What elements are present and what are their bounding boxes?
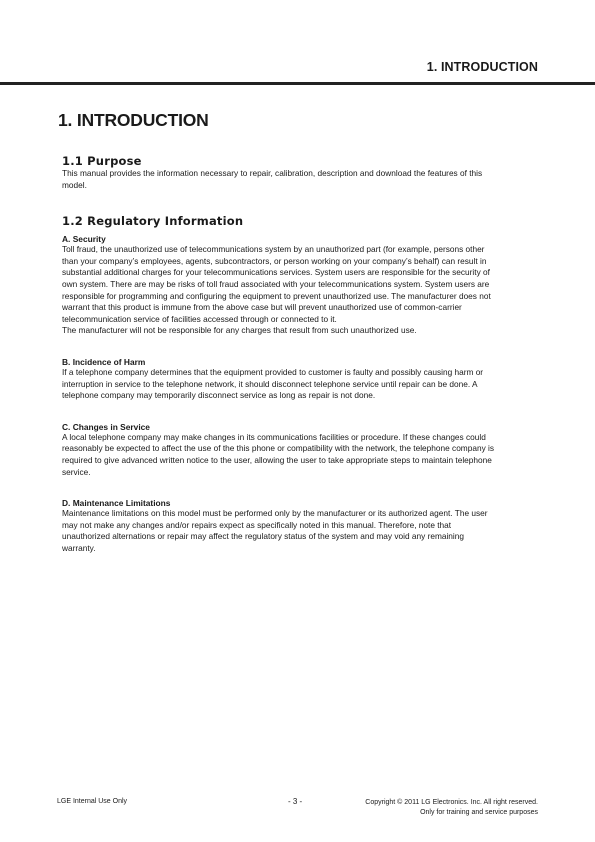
header-divider (0, 82, 595, 85)
maintenance-paragraph: Maintenance limitations on this model must be performed only by the manufacturer or its authorized agent. The user may not make any changes and/or repairs expect as specifically noted in this manual. Therefore, note that unauthorized alternations or repair may affect the regulatory status of the system and may void any remaining warranty. (62, 508, 488, 553)
security-liability-paragraph: The manufacturer will not be responsible for any charges that result from such unauthorized use. (62, 325, 417, 336)
subheading-maintenance-limitations: D. Maintenance Limitations (62, 498, 171, 509)
footer-copyright (365, 798, 538, 818)
subheading-changes-in-service: C. Changes in Service (62, 421, 150, 432)
chapter-title: 1. INTRODUCTION (58, 110, 209, 130)
subheading-security: A. Security (62, 234, 106, 245)
footer-internal-use: LGE Internal Use Only (57, 798, 128, 805)
running-header-title: 1. INTRODUCTION (426, 60, 538, 74)
section-heading-regulatory: 1.2 Regulatory Information (62, 214, 244, 229)
page-content (62, 154, 494, 554)
purpose-notice-line: Only for training and service purposes (420, 809, 538, 816)
subheading-incidence-of-harm: B. Incidence of Harm (62, 356, 146, 367)
changes-paragraph: A local telephone company may make changes in its communications facilities or procedure. If these changes could reasonably be expected to affect the use of the this phone or compatibility with the network, the telephone company is required to give advanced written notice to the user, allowing the user to take appropriate steps to maintain telephone service. (62, 431, 495, 477)
purpose-paragraph: This manual provides the information necessary to repair, calibration, description and download the features of this model. (62, 168, 483, 190)
section-heading-purpose: 1.1 Purpose (62, 154, 142, 168)
copyright-line: Copyright © 2011 LG Electronics. Inc. All right reserved. (365, 799, 538, 806)
page-number: - 3 - (288, 797, 303, 806)
harm-paragraph: If a telephone company determines that the equipment provided to customer is faulty and possibly causing harm or interruption in service to the telephone network, it should disconnect telephone service until repair can be done. A telephone company may temporarily disconnect service as long as repair is not done. (62, 366, 484, 401)
security-paragraph: Toll fraud, the unauthorized use of telecommunications system by an unauthorized part (for example, persons other than your company’s employees, agents, subcontractors, or person working on your company’s behalf) can result in substantial additional charges for your telecommunications services. System users are responsible for the security of own system. There are may be risks of toll fraud associated with your telecommunications system. System users are responsible for programming and configuring the equipment to prevent unauthorized use. The manufacturer does not warrant that this product is immune from the above case but will prevent unauthorized use of common-carrier telecommunication service of facilities accessed through or connected to it. (62, 244, 491, 324)
